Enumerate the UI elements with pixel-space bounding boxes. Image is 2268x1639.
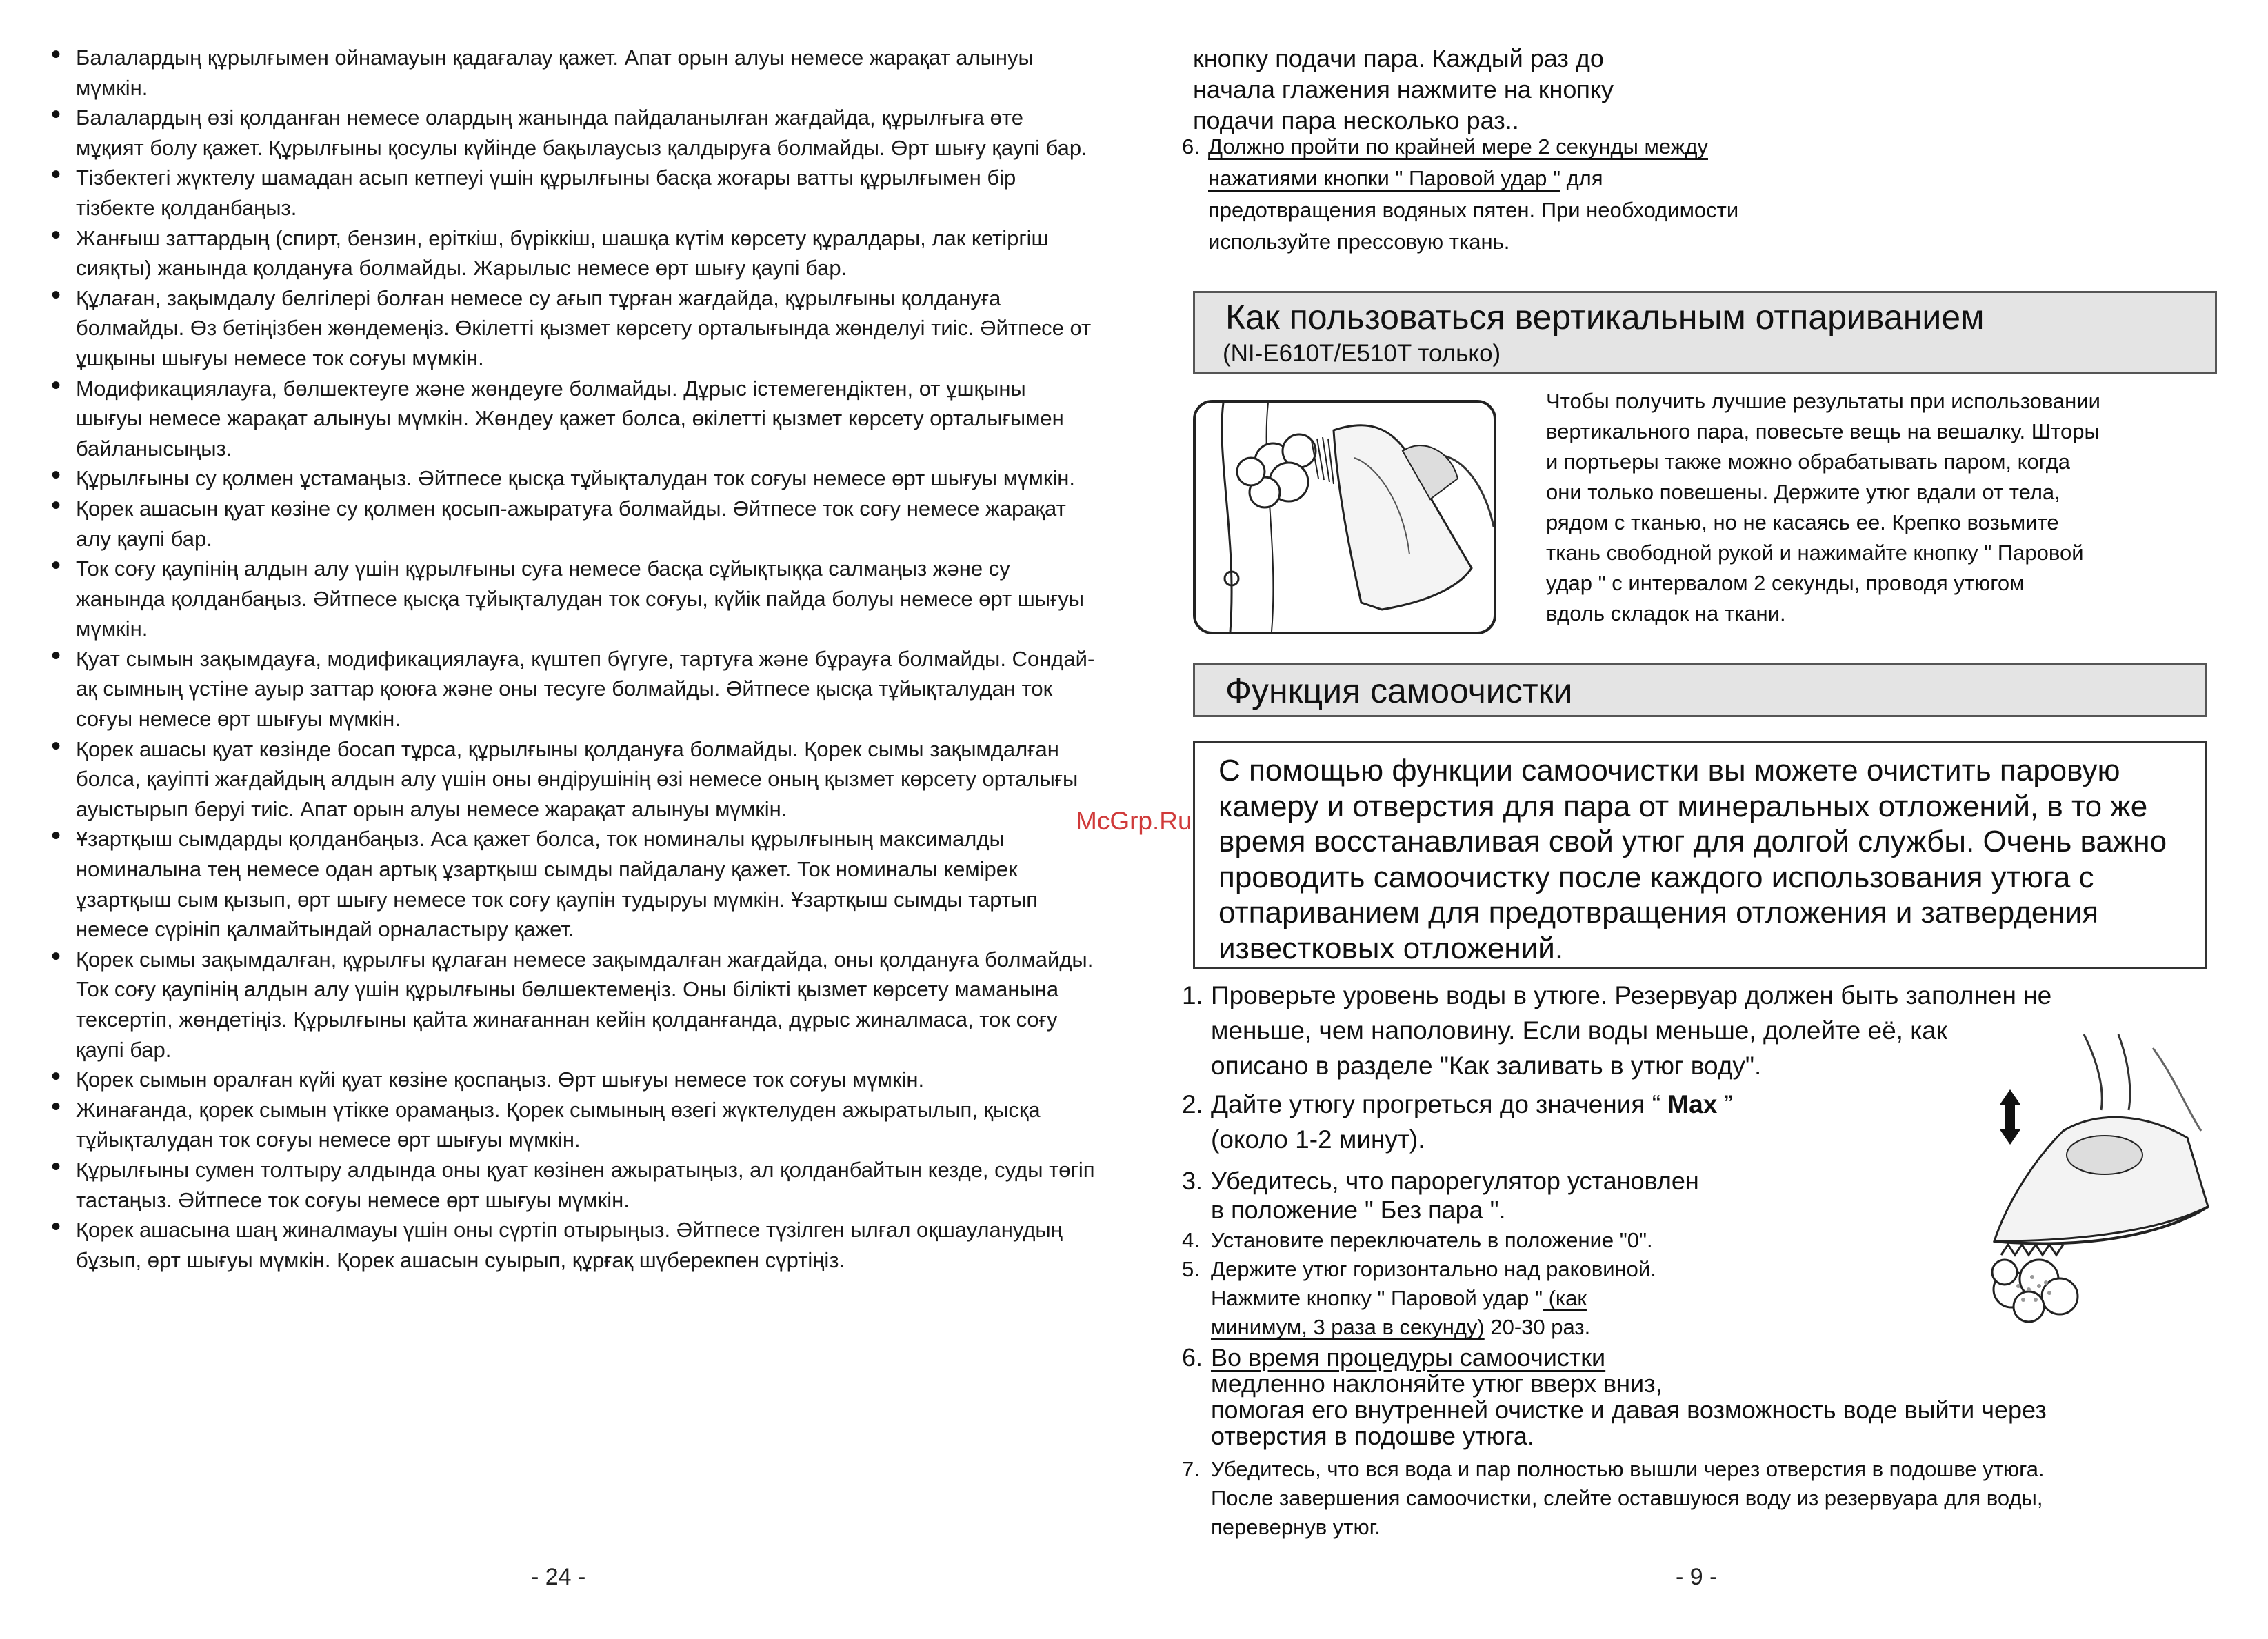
- self-clean-step-6: [1182, 1345, 2230, 1449]
- intro-line: известковых отложений.: [1218, 931, 1564, 965]
- instruction-line: они только повешены. Держите утюг вдали от тела,: [1546, 480, 2060, 504]
- self-clean-illustration: [1980, 1034, 2215, 1324]
- bullet-item: • Қорек сымы зақымдалған, құрылғы құлаған немесе зақымдалған жағдайда, оны қолдануға болмайды. Ток соғу қаупінің алдын алу үшін құрылғыны бөлшектемеңіз. Оны білікті қызмет көрсету маманына тексертіп, жөндетіңіз. Құрылғыны қайта жинағаннан кейін қолданғанда, дұрыс жиналмаса, ток соғу қаупі бар.: [48, 945, 1096, 1065]
- left-page: [0, 0, 1131, 1639]
- step-text: 20-30 раз.: [1484, 1315, 1591, 1339]
- section-heading: Функция самоочистки: [1225, 672, 1573, 710]
- self-clean-intro-box: [1193, 741, 2207, 969]
- section-subheading: (NI-E610T/E510T только): [1223, 340, 1501, 367]
- bullet-item: • Құлаған, зақымдалу белгілері болған немесе су ағып тұрған жағдайда, құрылғыны қолдануға болмайды. Өз бетіңізбен жөндемеңіз. Өкілетті қызмет көрсету орталығында жөнделуі тиіс. Әйтпесе от ұшқыны шығуы немесе ток соғуы мүмкін.: [48, 283, 1096, 374]
- step-text: (как: [1543, 1286, 1587, 1310]
- step-number: 4.: [1182, 1228, 1200, 1252]
- step-text: После завершения самоочистки, слейте оставшуюся воду из резервуара для воды,: [1211, 1486, 2043, 1510]
- steam-continuation: [1193, 43, 1951, 136]
- bullet-item: • Жанғыш заттардың (спирт, бензин, еріткіш, бүріккіш, шашқа күтім көрсету құралдары, лак кетіргіш сияқты) жанында қолдануға болмайды. Жарылыс немесе өрт шығу қаупі бар.: [48, 223, 1096, 283]
- step-text: описано в разделе "Как заливать в утюг воду".: [1211, 1052, 1762, 1080]
- self-clean-step-7: [1182, 1455, 2258, 1542]
- bullet-item: • Қорек сымын оралған күйі қуат көзіне қоспаңыз. Өрт шығуы немесе ток соғуы мүмкін.: [48, 1065, 1096, 1095]
- instruction-line: ткань свободной рукой и нажимайте кнопку " Паровой: [1546, 541, 2084, 565]
- right-page: [1131, 0, 2268, 1639]
- bullet-item: • Ұзартқыш сымдарды қолданбаңыз. Аса қажет болса, ток номиналы құрылғының максималды номиналына тең немесе одан артық ұзартқыш сымды пайдалану қажет. Ток номиналы кемірек ұзартқыш сым қызып, өрт шығу немесе ток соғу қаупін тудыруы мүмкін. Ұзартқыш сымды тартып немесе сүрініп қалмайтындай орналастыру қажет.: [48, 824, 1096, 944]
- bullet-item: • Қорек ашасына шаң жиналмауы үшін оны сүртіп отырыңыз. Әйтпесе түзілген ылғал оқшауланудың бұзып, өрт шығуы мүмкін. Қорек ашасын суырып, құрғақ шүберекпен сүртіңіз.: [48, 1215, 1096, 1275]
- page-number-left: - 24 -: [531, 1564, 586, 1590]
- step-text: меньше, чем наполовину. Если воды меньше, долейте её, как: [1211, 1016, 1947, 1045]
- intro-line: камеру и отверстия для пара от минеральных отложений, в то же: [1218, 789, 2148, 823]
- step-text: Убедитесь, что парорегулятор установлен: [1211, 1167, 1699, 1195]
- step-6-shot-interval: [1182, 131, 1871, 258]
- continuation-line: начала глажения нажмите на кнопку: [1193, 75, 1614, 103]
- bullet-item: • Жинағанда, қорек сымын үтікке орамаңыз. Қорек сымының өзегі жүктелуден ажыратылып, қысқа тұйықталудан ток соғуы немесе өрт шығуы мүмкін.: [48, 1095, 1096, 1155]
- bullet-item: • Ток соғу қаупінің алдын алу үшін құрылғыны суға немесе басқа сұйықтыққа салмаңыз және су жанында қолданбаңыз. Әйтпесе қысқа тұйықталудан ток соғуы, күйік пайда болуы немесе өрт шығуы мүмкін.: [48, 554, 1096, 644]
- step-number: 5.: [1182, 1257, 1200, 1281]
- step-text: (около 1-2 минут).: [1211, 1125, 1425, 1154]
- instruction-line: вертикального пара, повесьте вещь на вешалку. Шторы: [1546, 419, 2100, 443]
- instruction-line: Чтобы получить лучшие результаты при использовании: [1546, 389, 2100, 413]
- step-text: нажатиями кнопки " Паровой удар ": [1208, 166, 1560, 190]
- self-clean-step-2: [1182, 1087, 1940, 1157]
- step-text: Во время процедуры самоочистки: [1211, 1343, 1606, 1371]
- instruction-line: удар " с интервалом 2 секунды, проводя утюгом: [1546, 571, 2025, 595]
- intro-line: проводить самоочистку после каждого использования утюга с: [1218, 860, 2094, 894]
- step-text: Держите утюг горизонтально над раковиной.: [1211, 1257, 1656, 1281]
- intro-line: время восстанавливая свой утюг для долгой службы. Очень важно: [1218, 825, 2167, 858]
- iron-tilt-icon: [1980, 1034, 2215, 1324]
- step-number: 6.: [1182, 134, 1200, 159]
- page-number-right: - 9 -: [1676, 1564, 1718, 1590]
- step-text: Проверьте уровень воды в утюге. Резервуар должен быть заполнен не: [1211, 981, 2052, 1009]
- step-number: 1.: [1182, 981, 1203, 1009]
- vertical-steam-instructions: [1546, 386, 2249, 629]
- step-text: для: [1560, 166, 1603, 190]
- intro-line: С помощью функции самоочистки вы можете очистить паровую: [1218, 754, 2120, 787]
- step-text: Должно пройти по крайней мере 2 секунды между: [1208, 134, 1708, 159]
- max-setting-label: Max: [1667, 1090, 1718, 1118]
- continuation-line: кнопку подачи пара. Каждый раз до: [1193, 44, 1604, 72]
- step-text: ”: [1717, 1090, 1733, 1118]
- instruction-line: вдоль складок на ткани.: [1546, 601, 1786, 625]
- step-text: помогая его внутренней очистке и давая возможность воде выйти через: [1211, 1396, 2047, 1424]
- step-text: Дайте утюгу прогреться до значения “: [1211, 1090, 1668, 1118]
- bullet-item: • Құрылғыны су қолмен ұстамаңыз. Әйтпесе қысқа тұйықталудан ток соғуы немесе өрт шығуы мүмкін.: [48, 463, 1096, 494]
- bullet-item: • Балалардың құрылғымен ойнамауын қадағалау қажет. Апат орын алуы немесе жарақат алынуы мүмкін.: [48, 43, 1096, 103]
- bullet-item: • Модификациялауға, бөлшектеуге және жөндеуге болмайды. Дұрыс істемегендіктен, от ұшқыны шығуы немесе жарақат алынуы мүмкін. Жөндеу қажет болса, өкілетті қызмет көрсету орталығымен байланысыңыз.: [48, 374, 1096, 464]
- section-heading: Как пользоваться вертикальным отпариванием: [1225, 298, 1985, 336]
- watermark: McGrp.Ru: [1076, 807, 1192, 835]
- bullet-item: • Қорек ашасын қуат көзіне су қолмен қосып-ажыратуға болмайды. Әйтпесе ток соғу немесе жарақат алу қаупі бар.: [48, 494, 1096, 554]
- bullet-item: • Қуат сымын зақымдауға, модификациялауға, күштеп бүгуге, тартуға және бұрауға болмайды. Сондай-ақ сымның үстіне ауыр заттар қоюға және оны тесуге болмайды. Әйтпесе қысқа тұйықталудан ток соғуы немесе өрт шығуы мүмкін.: [48, 644, 1096, 734]
- step-text: Убедитесь, что вся вода и пар полностью вышли через отверстия в подошве утюга.: [1211, 1457, 2045, 1481]
- step-number: 6.: [1182, 1343, 1203, 1371]
- step-text: Установите переключатель в положение "0".: [1211, 1228, 1653, 1252]
- step-number: 3.: [1182, 1167, 1203, 1195]
- step-number: 2.: [1182, 1090, 1203, 1118]
- instruction-line: рядом с тканью, но не касаясь ее. Крепко возьмите: [1546, 510, 2059, 534]
- step-text: минимум, 3 раза в секунду): [1211, 1315, 1485, 1339]
- continuation-line: подачи пара несколько раз..: [1193, 106, 1519, 134]
- step-text: используйте прессовую ткань.: [1208, 230, 1510, 254]
- bullet-item: • Қорек ашасы қуат көзінде босап тұрса, құрылғыны қолдануға болмайды. Қорек сымы зақымдалған болса, қауіпті жағдайдың алдын алу үшін оны өндірушінің өзі немесе оның қызмет көрсету орталығы ауыстырып беруі тиіс. Апат орын алуы немесе жарақат алынуы мүмкін.: [48, 734, 1096, 825]
- safety-bullet-list: [48, 43, 1096, 1275]
- iron-on-curtain-icon: [1196, 403, 1494, 632]
- intro-line: отпариванием для предотвращения отложения и затвердения: [1218, 896, 2099, 929]
- step-text: отверстия в подошве утюга.: [1211, 1422, 1534, 1450]
- step-number: 7.: [1182, 1457, 1200, 1481]
- self-clean-step-4: [1182, 1226, 1940, 1255]
- step-text: Нажмите кнопку " Паровой удар ": [1211, 1286, 1543, 1310]
- instruction-line: и портьеры также можно обрабатывать паром, когда: [1546, 450, 2071, 474]
- bullet-item: • Балалардың өзі қолданған немесе олардың жанында пайдаланылған жағдайда, құрылғыға өте мұқият болу қажет. Құрылғыны қосулы күйінде бақылаусыз қалдыруға болмайды. Өрт шығу қаупі бар.: [48, 103, 1096, 163]
- vertical-steam-illustration: [1193, 400, 1496, 634]
- vertical-steam-section-header: [1193, 291, 2217, 374]
- step-text: предотвращения водяных пятен. При необходимости: [1208, 198, 1739, 222]
- step-text: в положение " Без пара ".: [1211, 1196, 1506, 1224]
- self-clean-section-header: [1193, 663, 2207, 717]
- bullet-item: • Құрылғыны сумен толтыру алдында оны қуат көзінен ажыратыңыз, ал қолданбайтын кезде, суды төгіп тастаңыз. Әйтпесе ток соғуы немесе өрт шығуы мүмкін.: [48, 1155, 1096, 1215]
- step-text: перевернув утюг.: [1211, 1515, 1381, 1539]
- self-clean-step-3: [1182, 1167, 1940, 1225]
- self-clean-step-5: [1182, 1255, 1940, 1342]
- bullet-item: • Тізбектегі жүктелу шамадан асып кетпеуі үшін құрылғыны басқа жоғары ватты құрылғымен бір тізбекте қолданбаңыз.: [48, 163, 1096, 223]
- step-text: медленно наклоняйте утюг вверх вниз,: [1211, 1369, 1663, 1398]
